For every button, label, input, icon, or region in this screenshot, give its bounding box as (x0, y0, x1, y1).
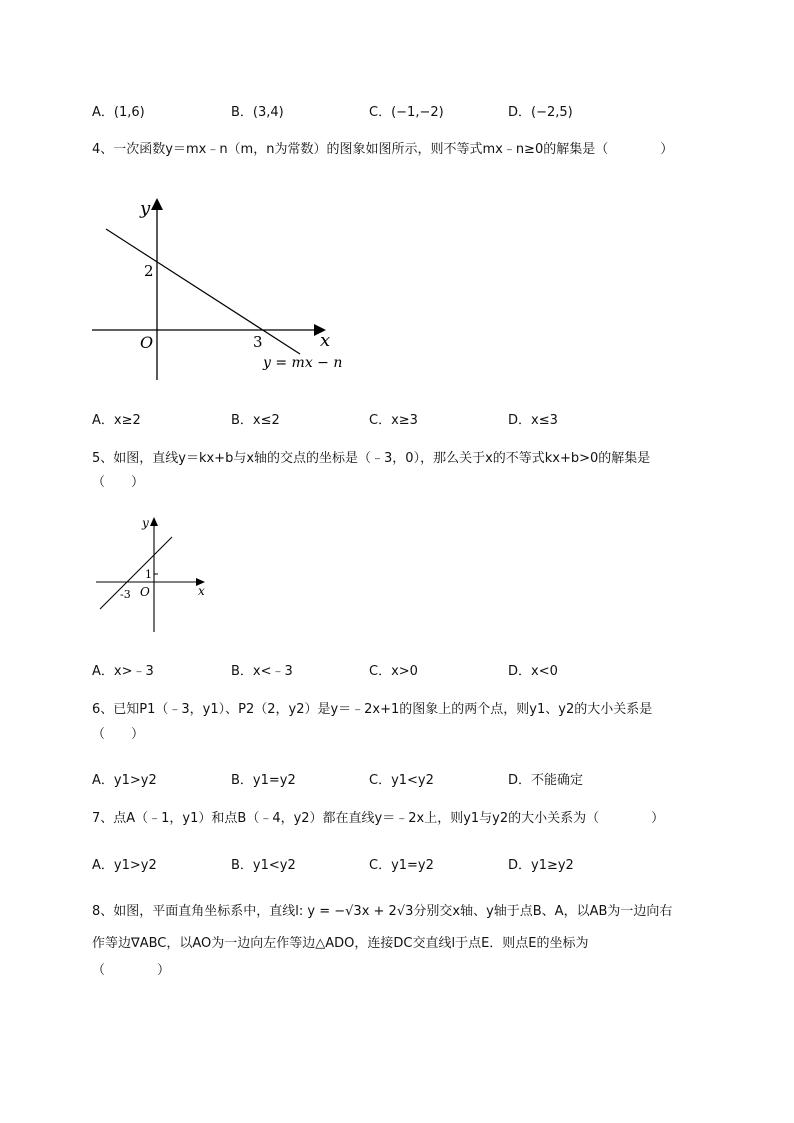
q8-question-line1: 8、如图，平面直角坐标系中，直线l: y = −√3x + 2√3分别交x轴、y轴于点B、A，以AB为一边向右 (92, 904, 673, 919)
q5-y-tick-label: 1 (145, 568, 152, 581)
q6-question-line2: （ ） (92, 727, 145, 742)
q7-option-a: A．y1>y2 (92, 858, 157, 873)
q6-option-d: D．不能确定 (508, 773, 584, 788)
q5-question-line1: 5、如图，直线y＝kx+b与x轴的交点的坐标是（﹣3，0），那么关于x的不等式kx+b>0的解集是 (92, 451, 651, 466)
q5-question-line2: （ ） (92, 475, 145, 490)
q3-option-b: B．(3,4) (231, 105, 284, 120)
q4-y-label: y (140, 198, 151, 219)
q4-origin-label: O (140, 333, 154, 352)
q4-question-text: 4、一次函数y＝mx﹣n（m，n为常数）的图象如图所示，则不等式mx﹣n≥0的解集是（ ） (92, 142, 674, 157)
q5-origin-label: O (140, 585, 150, 599)
q4-y-tick-label: 2 (144, 262, 154, 280)
q4-function-line (106, 229, 300, 354)
q7-option-c: C．y1=y2 (369, 858, 434, 873)
q4-option-d: D．x≤3 (508, 413, 558, 428)
q5-function-line (100, 537, 172, 609)
q5-y-label: y (142, 516, 149, 530)
q6-option-a: A．y1>y2 (92, 773, 157, 788)
q5-option-d: D．x<0 (508, 664, 558, 679)
q4-x-label: x (320, 330, 331, 351)
q8-question-line2: 作等边∇ABC，以AO为一边向左作等边△ADO，连接DC交直线l于点E．则点E的坐标为 (92, 936, 589, 951)
q4-line-label: y = mx − n (263, 355, 343, 371)
q7-option-d: D．y1≥y2 (508, 858, 574, 873)
q4-y-axis-arrow (151, 198, 163, 210)
q5-x-label: x (198, 584, 205, 598)
q5-option-c: C．x>0 (369, 664, 418, 679)
q4-option-b: B．x≤2 (231, 413, 280, 428)
q3-option-c: C．(−1,−2) (369, 105, 444, 120)
q4-option-c: C．x≥3 (369, 413, 418, 428)
q5-graph (90, 512, 220, 637)
q5-x-tick-label: -3 (120, 588, 131, 601)
q5-option-b: B．x<﹣3 (231, 664, 293, 679)
q8-question-line3: （ ） (92, 963, 171, 978)
q7-question-text: 7、点A（﹣1，y1）和点B（﹣4，y2）都在直线y＝﹣2x上，则y1与y2的大小关系为（ ） (92, 811, 665, 826)
q5-y-axis-arrow (150, 517, 158, 526)
q4-option-a: A．x≥2 (92, 413, 141, 428)
q4-graph (88, 190, 348, 390)
q7-option-b: B．y1<y2 (231, 858, 296, 873)
q4-x-tick-label: 3 (253, 333, 263, 351)
q6-option-c: C．y1<y2 (369, 773, 434, 788)
q6-question-line1: 6、已知P1（﹣3，y1）、P2（2，y2）是y＝﹣2x+1的图象上的两个点，则y1、y2的大小关系是 (92, 702, 653, 717)
q6-option-b: B．y1=y2 (231, 773, 296, 788)
q5-option-a: A．x>﹣3 (92, 664, 154, 679)
q3-option-a: A．(1,6) (92, 105, 145, 120)
q3-option-d: D．(−2,5) (508, 105, 573, 120)
